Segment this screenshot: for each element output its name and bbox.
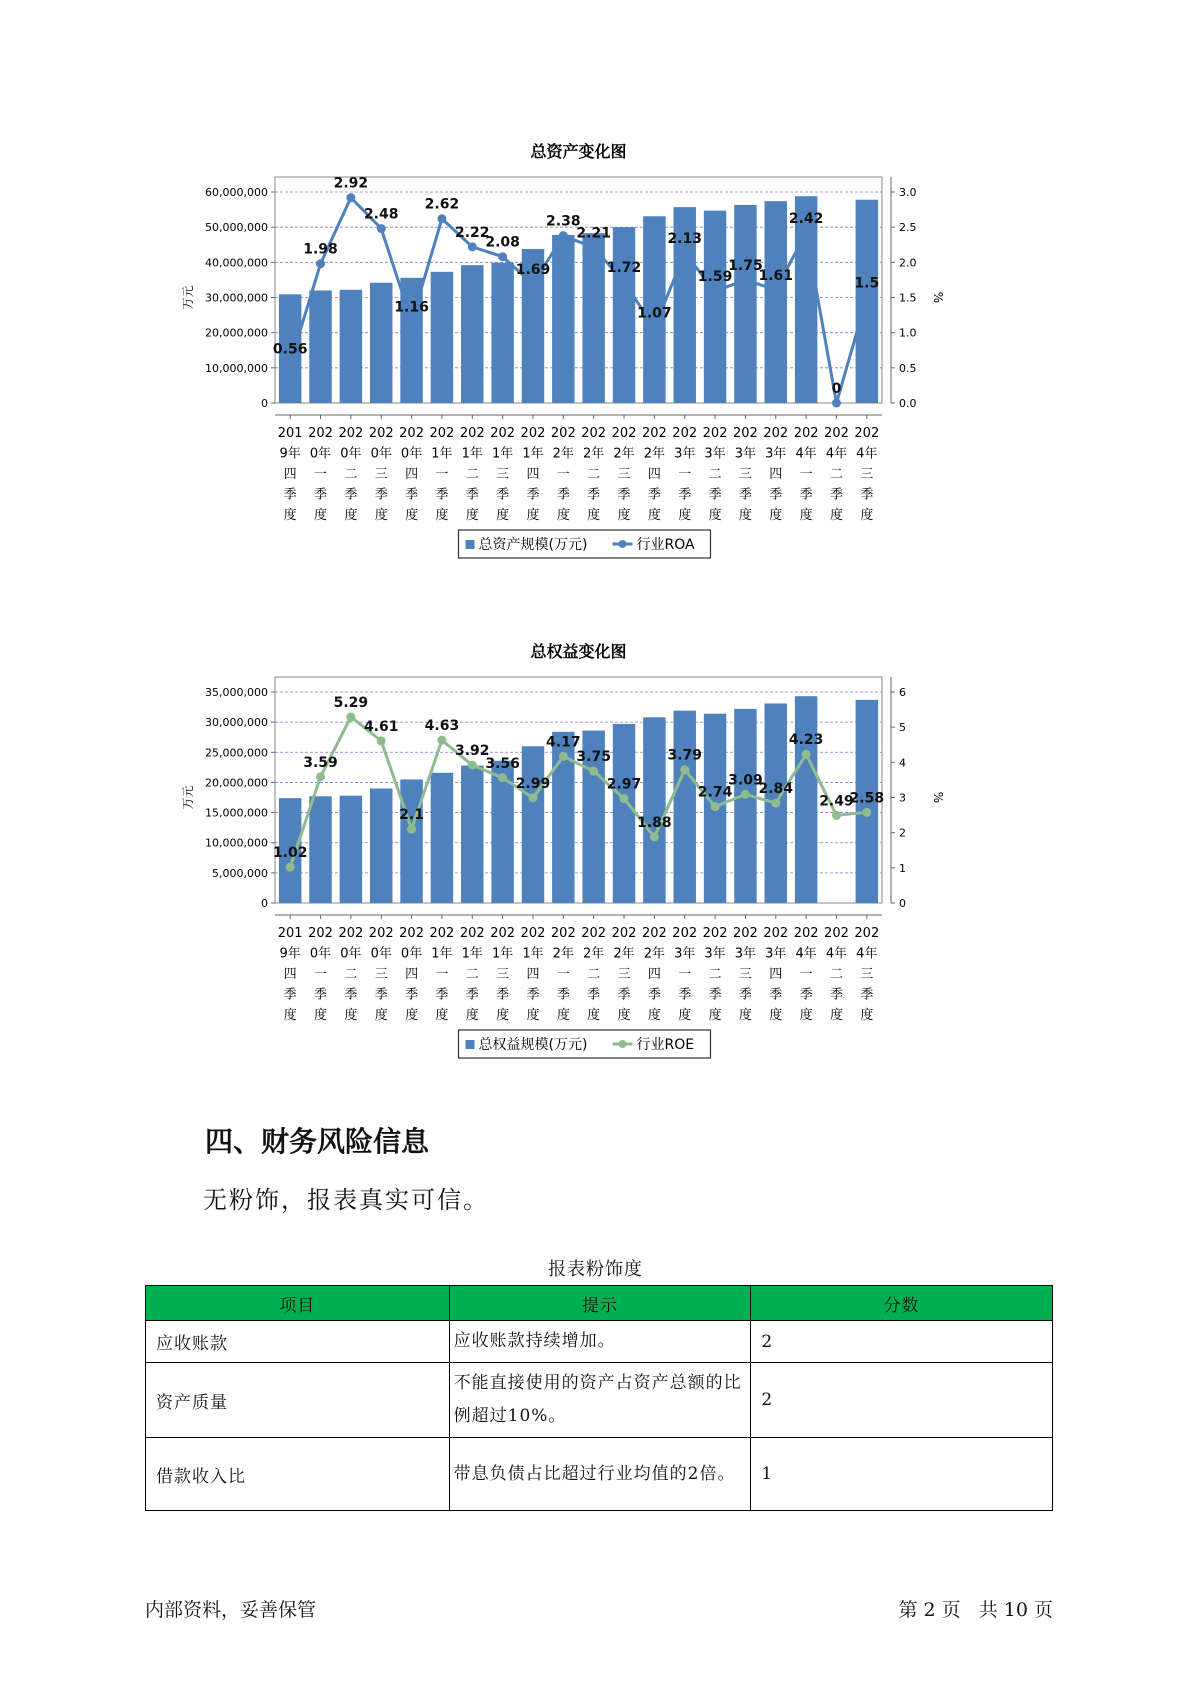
chart1-line-point bbox=[620, 278, 629, 287]
chart1-data-label: 1.61 bbox=[758, 267, 794, 284]
chart2-bar bbox=[643, 717, 665, 903]
chart1-x-tick-label: 202 2年二季度 bbox=[581, 426, 607, 523]
footer-confidential: 内部资料，妥善保管 bbox=[145, 1599, 317, 1621]
chart2-y2-tick-label: 3 bbox=[899, 791, 906, 805]
chart2-y-tick-label: 5,000,000 bbox=[212, 866, 268, 880]
total-assets-chart-svg bbox=[170, 140, 1050, 590]
chart2-line-point bbox=[832, 811, 841, 820]
chart2-x-tick-label: 202 3年四季度 bbox=[763, 926, 789, 1023]
chart1-x-tick-label: 202 0年二季度 bbox=[338, 426, 364, 523]
chart1-data-label: 2.42 bbox=[788, 210, 824, 227]
chart2-x-tick-label: 202 1年一季度 bbox=[429, 926, 455, 1023]
chart1-data-label: 2.48 bbox=[363, 206, 399, 223]
chart2-x-tick-label: 202 3年一季度 bbox=[672, 926, 698, 1023]
total-equity-chart-svg bbox=[170, 640, 1050, 1090]
chart1-data-label: 2.08 bbox=[485, 234, 520, 251]
chart1-line-point bbox=[832, 399, 841, 408]
chart1-data-label: 2.22 bbox=[455, 224, 490, 241]
chart1-line-point bbox=[650, 323, 659, 332]
chart2-x-tick-label: 201 9年四季度 bbox=[277, 926, 303, 1023]
chart1-y-tick-label: 10,000,000 bbox=[205, 361, 268, 375]
chart2-y2-tick-label: 0 bbox=[899, 897, 906, 910]
chart2-line-point bbox=[316, 772, 325, 781]
chart2-line-point bbox=[407, 825, 416, 834]
chart2-data-label: 2.99 bbox=[515, 775, 551, 792]
header-hint: 提示 bbox=[449, 1286, 751, 1321]
chart1-line-point bbox=[407, 317, 416, 326]
chart2-y2-tick-label: 2 bbox=[899, 826, 906, 840]
chart2-line-point bbox=[286, 863, 295, 872]
chart1-legend-line-marker bbox=[619, 540, 627, 548]
window-dressing-table bbox=[145, 1285, 1053, 1511]
row-item: 应收账款 bbox=[146, 1321, 450, 1363]
chart2-line-point bbox=[711, 802, 720, 811]
chart1-x-tick-label: 202 2年三季度 bbox=[611, 426, 637, 523]
chart1-line-point bbox=[437, 214, 446, 223]
chart2-line-point bbox=[802, 750, 811, 759]
total-equity-chart bbox=[170, 640, 1050, 1094]
chart2-x-tick-label: 202 2年三季度 bbox=[611, 926, 637, 1023]
chart2-x-tick-label: 202 2年二季度 bbox=[581, 926, 607, 1023]
chart1-data-label: 0.56 bbox=[272, 341, 308, 358]
chart2-x-tick-label: 202 3年三季度 bbox=[733, 926, 758, 1023]
row-score: 2 bbox=[751, 1363, 1053, 1438]
table-caption: 报表粉饰度 bbox=[548, 1259, 643, 1280]
chart1-bar bbox=[340, 290, 362, 403]
chart1-data-label: 1.75 bbox=[728, 257, 763, 274]
chart2-y-tick-label: 15,000,000 bbox=[205, 806, 268, 820]
chart2-data-label: 3.56 bbox=[485, 755, 520, 772]
row-item: 借款收入比 bbox=[146, 1438, 450, 1511]
chart1-data-label: 1.5 bbox=[854, 275, 880, 292]
chart2-y2-tick-label: 6 bbox=[899, 686, 906, 699]
chart1-data-label: 2.21 bbox=[576, 225, 611, 242]
table-row bbox=[146, 1321, 1053, 1363]
chart2-bar bbox=[340, 796, 362, 903]
chart2-legend-bar-label: 总权益规模(万元) bbox=[478, 1037, 588, 1053]
chart2-y-tick-label: 0 bbox=[261, 897, 268, 910]
chart1-x-tick-label: 202 0年四季度 bbox=[399, 426, 424, 523]
total-assets-chart bbox=[170, 140, 1050, 594]
chart1-line-point bbox=[559, 231, 568, 240]
chart1-y-tick-label: 0 bbox=[261, 397, 268, 410]
chart1-x-tick-label: 202 1年一季度 bbox=[429, 426, 455, 523]
chart2-data-label: 5.29 bbox=[333, 694, 369, 711]
chart2-bar bbox=[613, 724, 635, 903]
chart2-bar bbox=[400, 779, 422, 903]
chart1-x-tick-label: 202 4年二季度 bbox=[824, 426, 849, 523]
chart2-data-label: 1.88 bbox=[637, 814, 672, 831]
chart1-y-tick-label: 60,000,000 bbox=[205, 186, 268, 199]
chart2-x-tick-label: 202 4年一季度 bbox=[793, 926, 819, 1023]
chart2-data-label: 3.59 bbox=[303, 754, 338, 771]
header-score: 分数 bbox=[751, 1286, 1053, 1321]
table-row bbox=[146, 1438, 1053, 1511]
chart1-line-point bbox=[377, 224, 386, 233]
chart2-y2-tick-label: 5 bbox=[899, 721, 906, 735]
chart2-bar bbox=[309, 796, 331, 903]
chart2-bar bbox=[461, 766, 483, 903]
chart1-data-label: 2.13 bbox=[667, 231, 702, 248]
chart1-data-label: 1.16 bbox=[394, 299, 429, 316]
chart1-data-label: 2.62 bbox=[424, 196, 460, 213]
chart1-line-point bbox=[862, 293, 871, 302]
chart2-line-point bbox=[620, 794, 629, 803]
chart2-bar bbox=[734, 709, 756, 903]
chart1-line-point bbox=[680, 249, 689, 258]
chart2-line-point bbox=[346, 712, 355, 721]
header-item: 项目 bbox=[146, 1286, 450, 1321]
chart1-x-tick-label: 202 0年一季度 bbox=[308, 426, 333, 523]
chart2-line-point bbox=[559, 752, 568, 761]
chart2-x-tick-label: 202 4年三季度 bbox=[854, 926, 880, 1023]
chart2-data-label: 2.74 bbox=[697, 784, 733, 801]
row-hint: 应收账款持续增加。 bbox=[449, 1321, 751, 1363]
chart1-data-label: 1.72 bbox=[606, 260, 642, 277]
chart2-bar bbox=[795, 696, 817, 903]
chart2-line-point bbox=[377, 736, 386, 745]
chart1-line-point bbox=[468, 242, 477, 251]
chart1-bar bbox=[552, 235, 574, 403]
chart1-legend-bar-swatch bbox=[466, 540, 475, 549]
chart1-x-tick-label: 202 2年四季度 bbox=[641, 426, 667, 523]
row-hint: 带息负债占比超过行业均值的2倍。 bbox=[449, 1438, 751, 1511]
chart2-data-label: 2.1 bbox=[399, 807, 424, 824]
chart1-data-label: 1.07 bbox=[637, 305, 672, 322]
chart2-y-axis-label: 万元 bbox=[181, 785, 195, 810]
chart1-line-point bbox=[528, 280, 537, 289]
chart2-x-tick-label: 202 0年四季度 bbox=[399, 926, 424, 1023]
chart2-bar bbox=[370, 788, 392, 903]
chart2-y-tick-label: 25,000,000 bbox=[205, 746, 268, 760]
table-header-row bbox=[146, 1286, 1053, 1321]
chart1-bar bbox=[491, 263, 513, 403]
chart2-line-point bbox=[771, 799, 780, 808]
chart1-x-tick-label: 202 3年四季度 bbox=[763, 426, 789, 523]
chart2-data-label: 2.58 bbox=[849, 790, 885, 807]
chart2-bar bbox=[431, 773, 453, 903]
chart1-legend-bar-label: 总资产规模(万元) bbox=[478, 537, 588, 553]
chart2-line-point bbox=[498, 773, 507, 782]
chart1-line-point bbox=[741, 275, 750, 284]
chart2-line-point bbox=[650, 832, 659, 841]
chart1-line-point bbox=[711, 287, 720, 296]
row-score: 1 bbox=[751, 1438, 1053, 1511]
chart1-y2-tick-label: 0.0 bbox=[899, 397, 917, 410]
chart1-y2-tick-label: 2.5 bbox=[899, 221, 917, 235]
chart2-line-point bbox=[589, 767, 598, 776]
chart1-data-label: 2.92 bbox=[333, 175, 369, 192]
chart2-line-point bbox=[862, 808, 871, 817]
chart2-data-label: 3.92 bbox=[455, 743, 490, 760]
chart2-data-label: 1.02 bbox=[272, 845, 308, 862]
chart2-y-tick-label: 20,000,000 bbox=[205, 776, 268, 790]
chart1-x-tick-label: 202 4年一季度 bbox=[793, 426, 819, 523]
chart1-legend-line-label: 行业ROA bbox=[636, 537, 695, 553]
chart1-bar bbox=[461, 265, 483, 403]
section-body: 无粉饰，报表真实可信。 bbox=[203, 1186, 489, 1214]
chart2-x-tick-label: 202 2年一季度 bbox=[550, 926, 576, 1023]
chart2-x-tick-label: 202 4年二季度 bbox=[824, 926, 849, 1023]
chart2-data-label: 2.97 bbox=[606, 776, 642, 793]
chart1-x-tick-label: 202 3年一季度 bbox=[672, 426, 698, 523]
chart1-x-tick-label: 201 9年四季度 bbox=[277, 426, 303, 523]
chart1-bar bbox=[431, 272, 453, 403]
chart2-y2-tick-label: 4 bbox=[899, 756, 906, 770]
chart1-bar bbox=[765, 201, 787, 403]
chart2-line-point bbox=[437, 736, 446, 745]
chart2-y2-tick-label: 1 bbox=[899, 861, 906, 875]
chart1-x-tick-label: 202 3年二季度 bbox=[702, 426, 728, 523]
chart2-y2-axis-label: % bbox=[931, 791, 945, 804]
chart1-data-label: 1.59 bbox=[697, 269, 733, 286]
chart2-bar bbox=[522, 746, 544, 903]
section-title: 四、财务风险信息 bbox=[205, 1125, 430, 1158]
chart1-x-tick-label: 202 0年三季度 bbox=[368, 426, 394, 523]
chart1-y2-axis-label: % bbox=[931, 291, 945, 304]
chart2-y-tick-label: 10,000,000 bbox=[205, 836, 268, 850]
chart2-legend-line-label: 行业ROE bbox=[636, 1037, 695, 1053]
row-item: 资产质量 bbox=[146, 1363, 450, 1438]
chart2-y-tick-label: 35,000,000 bbox=[205, 686, 268, 699]
chart1-bar bbox=[309, 290, 331, 403]
chart1-line-point bbox=[498, 252, 507, 261]
chart1-x-tick-label: 202 3年三季度 bbox=[733, 426, 758, 523]
chart1-x-tick-label: 202 1年四季度 bbox=[520, 426, 546, 523]
chart1-line-point bbox=[771, 285, 780, 294]
chart2-x-tick-label: 202 0年三季度 bbox=[368, 926, 394, 1023]
chart2-data-label: 2.84 bbox=[758, 781, 794, 798]
chart1-x-tick-label: 202 4年三季度 bbox=[854, 426, 880, 523]
chart2-x-tick-label: 202 1年二季度 bbox=[459, 926, 485, 1023]
chart2-legend-bar-swatch bbox=[466, 1040, 475, 1049]
chart1-y2-tick-label: 3.0 bbox=[899, 186, 917, 199]
chart2-data-label: 4.17 bbox=[546, 734, 581, 751]
chart2-x-tick-label: 202 1年三季度 bbox=[490, 926, 516, 1023]
chart1-x-tick-label: 202 1年二季度 bbox=[459, 426, 485, 523]
chart1-bar bbox=[795, 196, 817, 403]
chart2-data-label: 3.75 bbox=[576, 749, 611, 766]
chart1-line-point bbox=[316, 259, 325, 268]
footer-page-number: 第 2 页 共 10 页 bbox=[898, 1599, 1053, 1621]
chart1-y-tick-label: 40,000,000 bbox=[205, 256, 268, 270]
chart1-y2-tick-label: 1.5 bbox=[899, 291, 917, 305]
chart2-y-tick-label: 30,000,000 bbox=[205, 716, 268, 730]
table-row bbox=[146, 1363, 1053, 1438]
chart1-y-tick-label: 20,000,000 bbox=[205, 326, 268, 340]
chart2-x-tick-label: 202 0年一季度 bbox=[308, 926, 333, 1023]
chart2-line-point bbox=[528, 793, 537, 802]
chart2-data-label: 2.49 bbox=[819, 793, 854, 810]
chart1-data-label: 1.98 bbox=[303, 241, 338, 258]
chart1-y2-tick-label: 2.0 bbox=[899, 256, 917, 270]
chart1-data-label: 0 bbox=[831, 381, 842, 397]
chart2-x-tick-label: 202 3年二季度 bbox=[702, 926, 728, 1023]
chart2-x-tick-label: 202 2年四季度 bbox=[641, 926, 667, 1023]
chart1-data-label: 1.69 bbox=[515, 262, 551, 279]
chart2-data-label: 4.61 bbox=[363, 718, 399, 735]
chart1-bar bbox=[734, 205, 756, 403]
chart1-x-tick-label: 202 2年一季度 bbox=[550, 426, 576, 523]
chart1-bar bbox=[704, 211, 726, 403]
chart2-line-point bbox=[680, 765, 689, 774]
chart2-title: 总权益变化图 bbox=[530, 642, 627, 661]
chart2-line-point bbox=[468, 761, 477, 770]
chart2-data-label: 4.23 bbox=[788, 732, 824, 749]
chart1-y-axis-label: 万元 bbox=[181, 285, 195, 310]
chart1-bar bbox=[613, 227, 635, 403]
chart1-line-point bbox=[589, 243, 598, 252]
chart2-data-label: 4.63 bbox=[424, 718, 460, 735]
row-score: 2 bbox=[751, 1321, 1053, 1363]
chart1-y2-tick-label: 1.0 bbox=[899, 326, 917, 340]
chart2-data-label: 3.09 bbox=[728, 772, 763, 789]
chart1-data-label: 2.38 bbox=[546, 213, 581, 230]
chart2-x-tick-label: 202 1年四季度 bbox=[520, 926, 546, 1023]
chart2-legend-line-marker bbox=[619, 1040, 627, 1048]
row-hint: 不能直接使用的资产占资产总额的比例超过10%。 bbox=[449, 1363, 751, 1438]
chart1-line-point bbox=[286, 359, 295, 368]
chart1-title: 总资产变化图 bbox=[530, 142, 627, 161]
chart1-x-tick-label: 202 1年三季度 bbox=[490, 426, 516, 523]
chart2-x-tick-label: 202 0年二季度 bbox=[338, 926, 364, 1023]
chart1-line-point bbox=[346, 193, 355, 202]
chart1-y-tick-label: 30,000,000 bbox=[205, 291, 268, 305]
chart1-y2-tick-label: 0.5 bbox=[899, 361, 917, 375]
chart1-y-tick-label: 50,000,000 bbox=[205, 221, 268, 235]
chart2-data-label: 3.79 bbox=[667, 747, 702, 764]
chart1-line-point bbox=[802, 228, 811, 237]
chart2-bar bbox=[673, 711, 695, 903]
chart1-bar bbox=[370, 283, 392, 403]
chart2-line-point bbox=[741, 790, 750, 799]
